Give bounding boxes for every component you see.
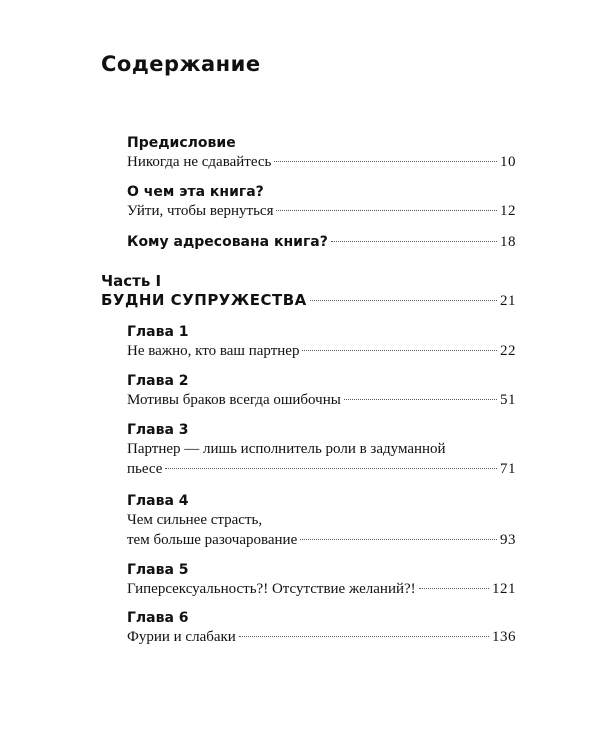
toc-row[interactable] xyxy=(127,530,516,550)
leader-dots xyxy=(239,636,489,637)
toc-row-page: 12 xyxy=(500,203,516,219)
leader-dots xyxy=(344,399,497,400)
toc-row-page: 121 xyxy=(492,581,516,597)
toc-row[interactable] xyxy=(127,341,516,361)
toc-row-page: 93 xyxy=(500,532,516,548)
toc-row[interactable] xyxy=(127,390,516,410)
toc-entry-preface xyxy=(127,134,516,172)
toc-row[interactable] xyxy=(127,579,516,599)
chapter-heading: Глава 6 xyxy=(127,610,189,626)
toc-row-page: 18 xyxy=(500,234,516,250)
toc-row[interactable] xyxy=(127,201,516,221)
toc-entry-about xyxy=(127,183,516,221)
toc-chapter-4 xyxy=(127,492,516,550)
leader-dots xyxy=(310,300,497,301)
toc-row-text: тем больше разочарование xyxy=(127,532,298,548)
toc-row-text: Мотивы браков всегда ошибочны xyxy=(127,392,341,408)
toc-row-page: 21 xyxy=(500,293,516,309)
part-title: БУДНИ СУПРУЖЕСТВА xyxy=(101,291,307,309)
chapter-heading: Глава 3 xyxy=(127,422,189,438)
toc-chapter-2 xyxy=(127,372,516,410)
preface-heading: Предисловие xyxy=(127,135,236,151)
leader-dots xyxy=(419,588,489,589)
toc-row-page: 22 xyxy=(500,343,516,359)
toc-row-text-line1: Партнер — лишь исполнитель роли в задуманной xyxy=(127,441,446,457)
toc-row-text-line1: Чем сильнее страсть, xyxy=(127,512,263,528)
toc-row[interactable] xyxy=(127,459,516,479)
part-label: Часть I xyxy=(101,272,162,290)
toc-chapter-1 xyxy=(127,323,516,361)
toc-row-text: Гиперсексуальность?! Отсутствие желаний?! xyxy=(127,581,416,597)
toc-row-page: 51 xyxy=(500,392,516,408)
leader-dots xyxy=(276,210,497,211)
toc-row[interactable] xyxy=(127,232,516,252)
leader-dots xyxy=(302,350,497,351)
chapter-heading: Глава 4 xyxy=(127,493,189,509)
toc-row-page: 71 xyxy=(500,461,516,477)
toc-row[interactable] xyxy=(101,290,516,311)
leader-dots xyxy=(165,468,497,469)
toc-row[interactable] xyxy=(127,152,516,172)
toc-row-text: Уйти, чтобы вернуться xyxy=(127,203,274,219)
chapter-heading: Глава 1 xyxy=(127,324,189,340)
leader-dots xyxy=(331,241,497,242)
toc-chapter-6 xyxy=(127,609,516,647)
toc-row-text: Не важно, кто ваш партнер xyxy=(127,343,300,359)
toc-entry-audience xyxy=(127,232,516,252)
toc-part-1 xyxy=(101,272,516,311)
toc-chapter-3 xyxy=(127,421,516,479)
toc-row-text: пьесе xyxy=(127,461,163,477)
leader-dots xyxy=(300,539,497,540)
toc-row-page: 10 xyxy=(500,154,516,170)
toc-row[interactable] xyxy=(127,627,516,647)
chapter-heading: Глава 5 xyxy=(127,562,189,578)
leader-dots xyxy=(274,161,497,162)
toc-row-text: Никогда не сдавайтесь xyxy=(127,154,272,170)
toc-row-text: Фурии и слабаки xyxy=(127,629,236,645)
page-title: Содержание xyxy=(101,52,261,76)
about-heading: О чем эта книга? xyxy=(127,184,264,200)
toc-row-page: 136 xyxy=(492,629,516,645)
toc-row-text: Кому адресована книга? xyxy=(127,234,328,250)
chapter-heading: Глава 2 xyxy=(127,373,189,389)
toc-chapter-5 xyxy=(127,561,516,599)
